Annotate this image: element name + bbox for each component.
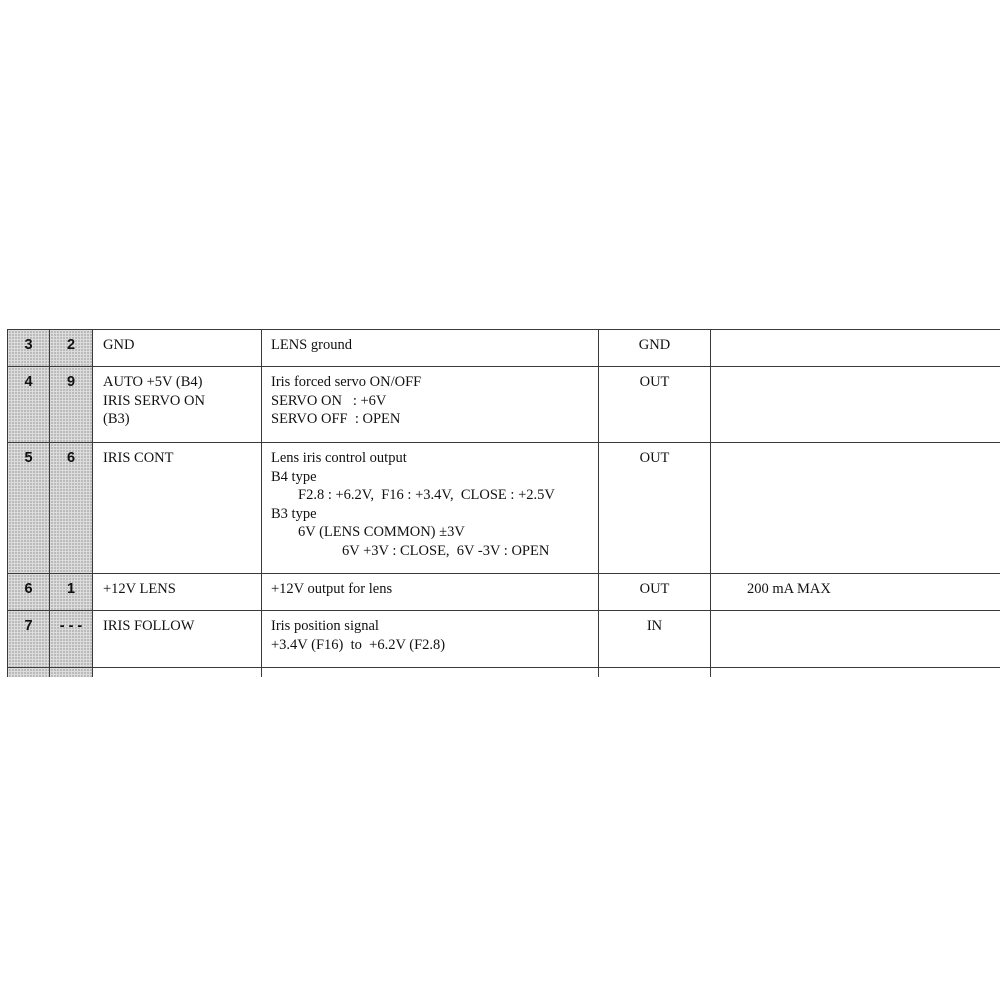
- pin-number-a: 5: [8, 443, 50, 574]
- signal-name-line: IRIS SERVO ON: [103, 392, 205, 409]
- pin-number-b: 1: [50, 574, 93, 611]
- signal-remarks: 200 mA MAX: [711, 574, 1000, 611]
- pin-assignment-table-wrap: [7, 329, 1000, 677]
- description-line: 6V +3V : CLOSE, 6V -3V : OPEN: [342, 542, 550, 559]
- table-row: [8, 330, 1000, 367]
- description-line: F2.8 : +6.2V, F16 : +3.4V, CLOSE : +2.5V: [298, 487, 555, 503]
- pin-number-b: 2: [50, 330, 93, 367]
- signal-description: [262, 611, 599, 668]
- pin-number-b: 9: [50, 367, 93, 443]
- signal-remarks: [711, 367, 1000, 443]
- signal-description: [262, 443, 599, 574]
- signal-name: [93, 330, 262, 367]
- signal-direction: GND: [599, 330, 711, 367]
- pin-number-a: 6: [8, 574, 50, 611]
- description-line: B4 type: [271, 468, 317, 485]
- signal-direction: OUT: [599, 443, 711, 574]
- signal-name-line: +12V LENS: [103, 581, 176, 597]
- signal-description: [262, 367, 599, 443]
- signal-description: [262, 574, 599, 611]
- signal-direction: [599, 668, 711, 678]
- signal-description: [262, 668, 599, 678]
- description-line: Lens iris control output: [271, 450, 407, 466]
- description-line: +3.4V (F16) to +6.2V (F2.8): [271, 636, 446, 653]
- pin-number-b: - - -: [50, 611, 93, 668]
- signal-direction: OUT: [599, 367, 711, 443]
- table-row-cutoff: [8, 668, 1000, 678]
- signal-remarks: [711, 330, 1000, 367]
- description-line: 6V (LENS COMMON) ±3V: [298, 524, 465, 540]
- signal-remarks: [711, 443, 1000, 574]
- signal-name: [93, 367, 262, 443]
- signal-remarks: [711, 668, 1000, 678]
- description-line: B3 type: [271, 505, 317, 522]
- signal-description: [262, 330, 599, 367]
- signal-direction: OUT: [599, 574, 711, 611]
- description-line: SERVO ON : +6V: [271, 392, 387, 409]
- description-line: +12V output for lens: [271, 581, 393, 597]
- signal-name-line: IRIS FOLLOW: [103, 618, 195, 634]
- table-row: [8, 574, 1000, 611]
- signal-name-line: IRIS CONT: [103, 450, 174, 466]
- signal-name: [93, 443, 262, 574]
- description-line: LENS ground: [271, 337, 352, 353]
- pin-number-a: [8, 668, 50, 678]
- signal-name: [93, 668, 262, 678]
- signal-remarks: [711, 611, 1000, 668]
- description-line: SERVO OFF : OPEN: [271, 411, 401, 427]
- signal-name-line: AUTO +5V (B4): [103, 374, 203, 390]
- signal-name-line: GND: [103, 337, 135, 353]
- pin-number-a: 7: [8, 611, 50, 668]
- table-row: [8, 367, 1000, 443]
- pin-number-a: 4: [8, 367, 50, 443]
- signal-name: [93, 574, 262, 611]
- signal-name: [93, 611, 262, 668]
- table-row: [8, 611, 1000, 668]
- description-line: Iris forced servo ON/OFF: [271, 374, 422, 390]
- pin-number-b: 6: [50, 443, 93, 574]
- pin-number-b: [50, 668, 93, 678]
- table-row: [8, 443, 1000, 574]
- description-line: Iris position signal: [271, 618, 379, 634]
- pin-number-a: 3: [8, 330, 50, 367]
- pin-assignment-table: [7, 329, 1000, 677]
- signal-name-line: (B3): [103, 411, 130, 427]
- signal-direction: IN: [599, 611, 711, 668]
